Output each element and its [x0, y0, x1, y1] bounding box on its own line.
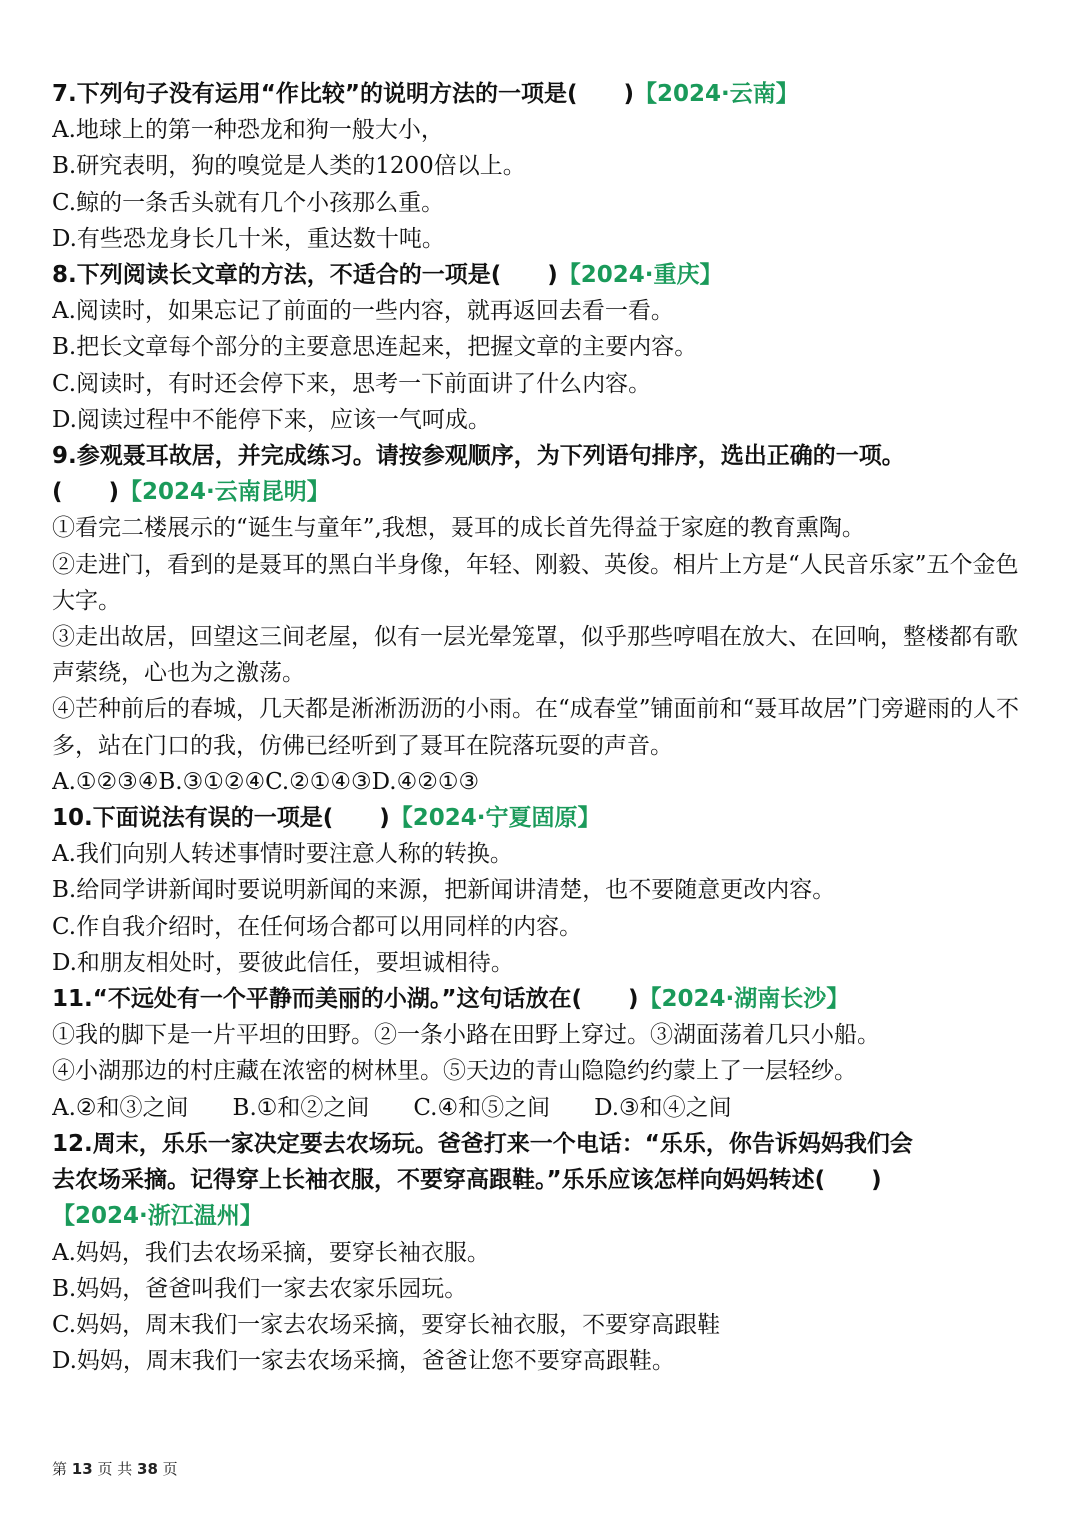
question-12-stem: 12.周末，乐乐一家决定要去农场玩。爸爸打来一个电话：“乐乐，你告诉妈妈我们会 [52, 1130, 913, 1157]
question-8-tag: 【2024·重庆】 [557, 262, 723, 289]
question-12-option-d: D.妈妈，周末我们一家去农场采摘，爸爸让您不要穿高跟鞋。 [52, 1348, 675, 1375]
question-12-tag-line [52, 1198, 1032, 1234]
question-10-option-b: B.给同学讲新闻时要说明新闻的来源，把新闻讲清楚，也不要随意更改内容。 [52, 877, 836, 904]
question-7-option-d: D.有些恐龙身长几十米，重达数十吨。 [52, 225, 445, 252]
question-11-text-line-1: ①我的脚下是一片平坦的田野。②一条小路在田野上穿过。③湖面荡着几只小船。 [52, 1022, 880, 1049]
question-9-sentence-4: ④芒种前后的春城，几天都是淅淅沥沥的小雨。在“成春堂”铺面前和“聂耳故居”门旁避雨的人不多，站在门口的我，仿佛已经听到了聂耳在院落玩耍的声音。 [52, 696, 1020, 759]
question-10-stem: 10.下面说法有误的一项是( )【2024·宁夏固原】 [52, 805, 601, 832]
current-page-number: 13 [71, 1460, 93, 1478]
question-7-option-a: A.地球上的第一种恐龙和狗一般大小， [52, 117, 444, 144]
question-8-stem: 8.下列阅读长文章的方法，不适合的一项是( )【2024·重庆】 [52, 262, 723, 289]
question-7-option-c: C.鲸的一条舌头就有几个小孩那么重。 [52, 189, 445, 216]
question-11-option-c: C.④和⑤之间 [413, 1094, 551, 1121]
question-9-stem-line2: ( )【2024·云南昆明】 [52, 479, 330, 506]
question-11-text-line-2: ④小湖那边的村庄藏在浓密的树林里。⑤天边的青山隐隐约约蒙上了一层轻纱。 [52, 1058, 857, 1085]
question-9-stem: 9.参观聂耳故居，并完成练习。请按参观顺序，为下列语句排序，选出正确的一项。 [52, 443, 905, 470]
question-11-stem: 11.“不远处有一个平静而美丽的小湖。”这句话放在( )【2024·湖南长沙】 [52, 986, 850, 1013]
question-12-option-a: A.妈妈，我们去农场采摘，要穿长袖衣服。 [52, 1239, 490, 1266]
question-12-option-b: B.妈妈，爸爸叫我们一家去农家乐园玩。 [52, 1275, 468, 1302]
question-12-option-c: C.妈妈，周末我们一家去农场采摘，要穿长袖衣服，不要穿高跟鞋 [52, 1311, 721, 1338]
question-10-option-c: C.作自我介绍时，在任何场合都可以用同样的内容。 [52, 913, 583, 940]
question-7-stem: 7.下列句子没有运用“作比较”的说明方法的一项是( )【2024·云南】 [52, 81, 799, 107]
question-10-option-d: D.和朋友相处时，要彼此信任，要坦诚相待。 [52, 949, 514, 976]
question-12-tag: 【2024·浙江温州】 [52, 1203, 263, 1230]
question-8-option-c: C.阅读时，有时还会停下来，思考一下前面讲了什么内容。 [52, 370, 652, 397]
page-footer: 第 13 页 共 38 页 [52, 1460, 178, 1478]
question-9-sentence-1: ①看完二楼展示的“诞生与童年”,我想，聂耳的成长首先得益于家庭的教育熏陶。 [52, 515, 865, 542]
question-9-sentence-2: ②走进门，看到的是聂耳的黑白半身像，年轻、刚毅、英俊。相片上方是“人民音乐家”五个金色大字。 [52, 551, 1019, 614]
question-8-option-a: A.阅读时，如果忘记了前面的一些内容，就再返回去看一看。 [52, 298, 674, 325]
question-8-option-d: D.阅读过程中不能停下来，应该一气呵成。 [52, 406, 491, 433]
question-9-sentence-3: ③走出故居，回望这三间老屋，似有一层光晕笼罩，似乎那些哼唱在放大、在回响，整楼都有歌声萦绕，心也为之激荡。 [52, 624, 1018, 687]
document-page [52, 76, 1032, 1379]
question-11-options [52, 1090, 1032, 1126]
question-10-tag: 【2024·宁夏固原】 [389, 805, 601, 832]
question-7-option-b: B.研究表明，狗的嗅觉是人类的1200倍以上。 [52, 153, 526, 180]
total-pages: 38 [137, 1460, 158, 1478]
question-11-option-a: A.②和③之间 [52, 1094, 189, 1121]
question-11-tag: 【2024·湖南长沙】 [638, 986, 850, 1013]
question-9-options: A.①②③④B.③①②④C.②①④③D.④②①③ [52, 768, 480, 795]
question-10-option-a: A.我们向别人转述事情时要注意人称的转换。 [52, 841, 513, 868]
question-12-stem-line2: 去农场采摘。记得穿上长袖衣服，不要穿高跟鞋。”乐乐应该怎样向妈妈转述( ) [52, 1167, 882, 1194]
question-8-option-b: B.把长文章每个部分的主要意思连起来，把握文章的主要内容。 [52, 334, 698, 361]
question-9-tag: 【2024·云南昆明】 [119, 479, 330, 506]
question-7-tag: 【2024·云南】 [634, 81, 799, 107]
question-11-option-b: B.①和②之间 [232, 1094, 370, 1121]
question-11-option-d: D.③和④之间 [594, 1094, 732, 1121]
